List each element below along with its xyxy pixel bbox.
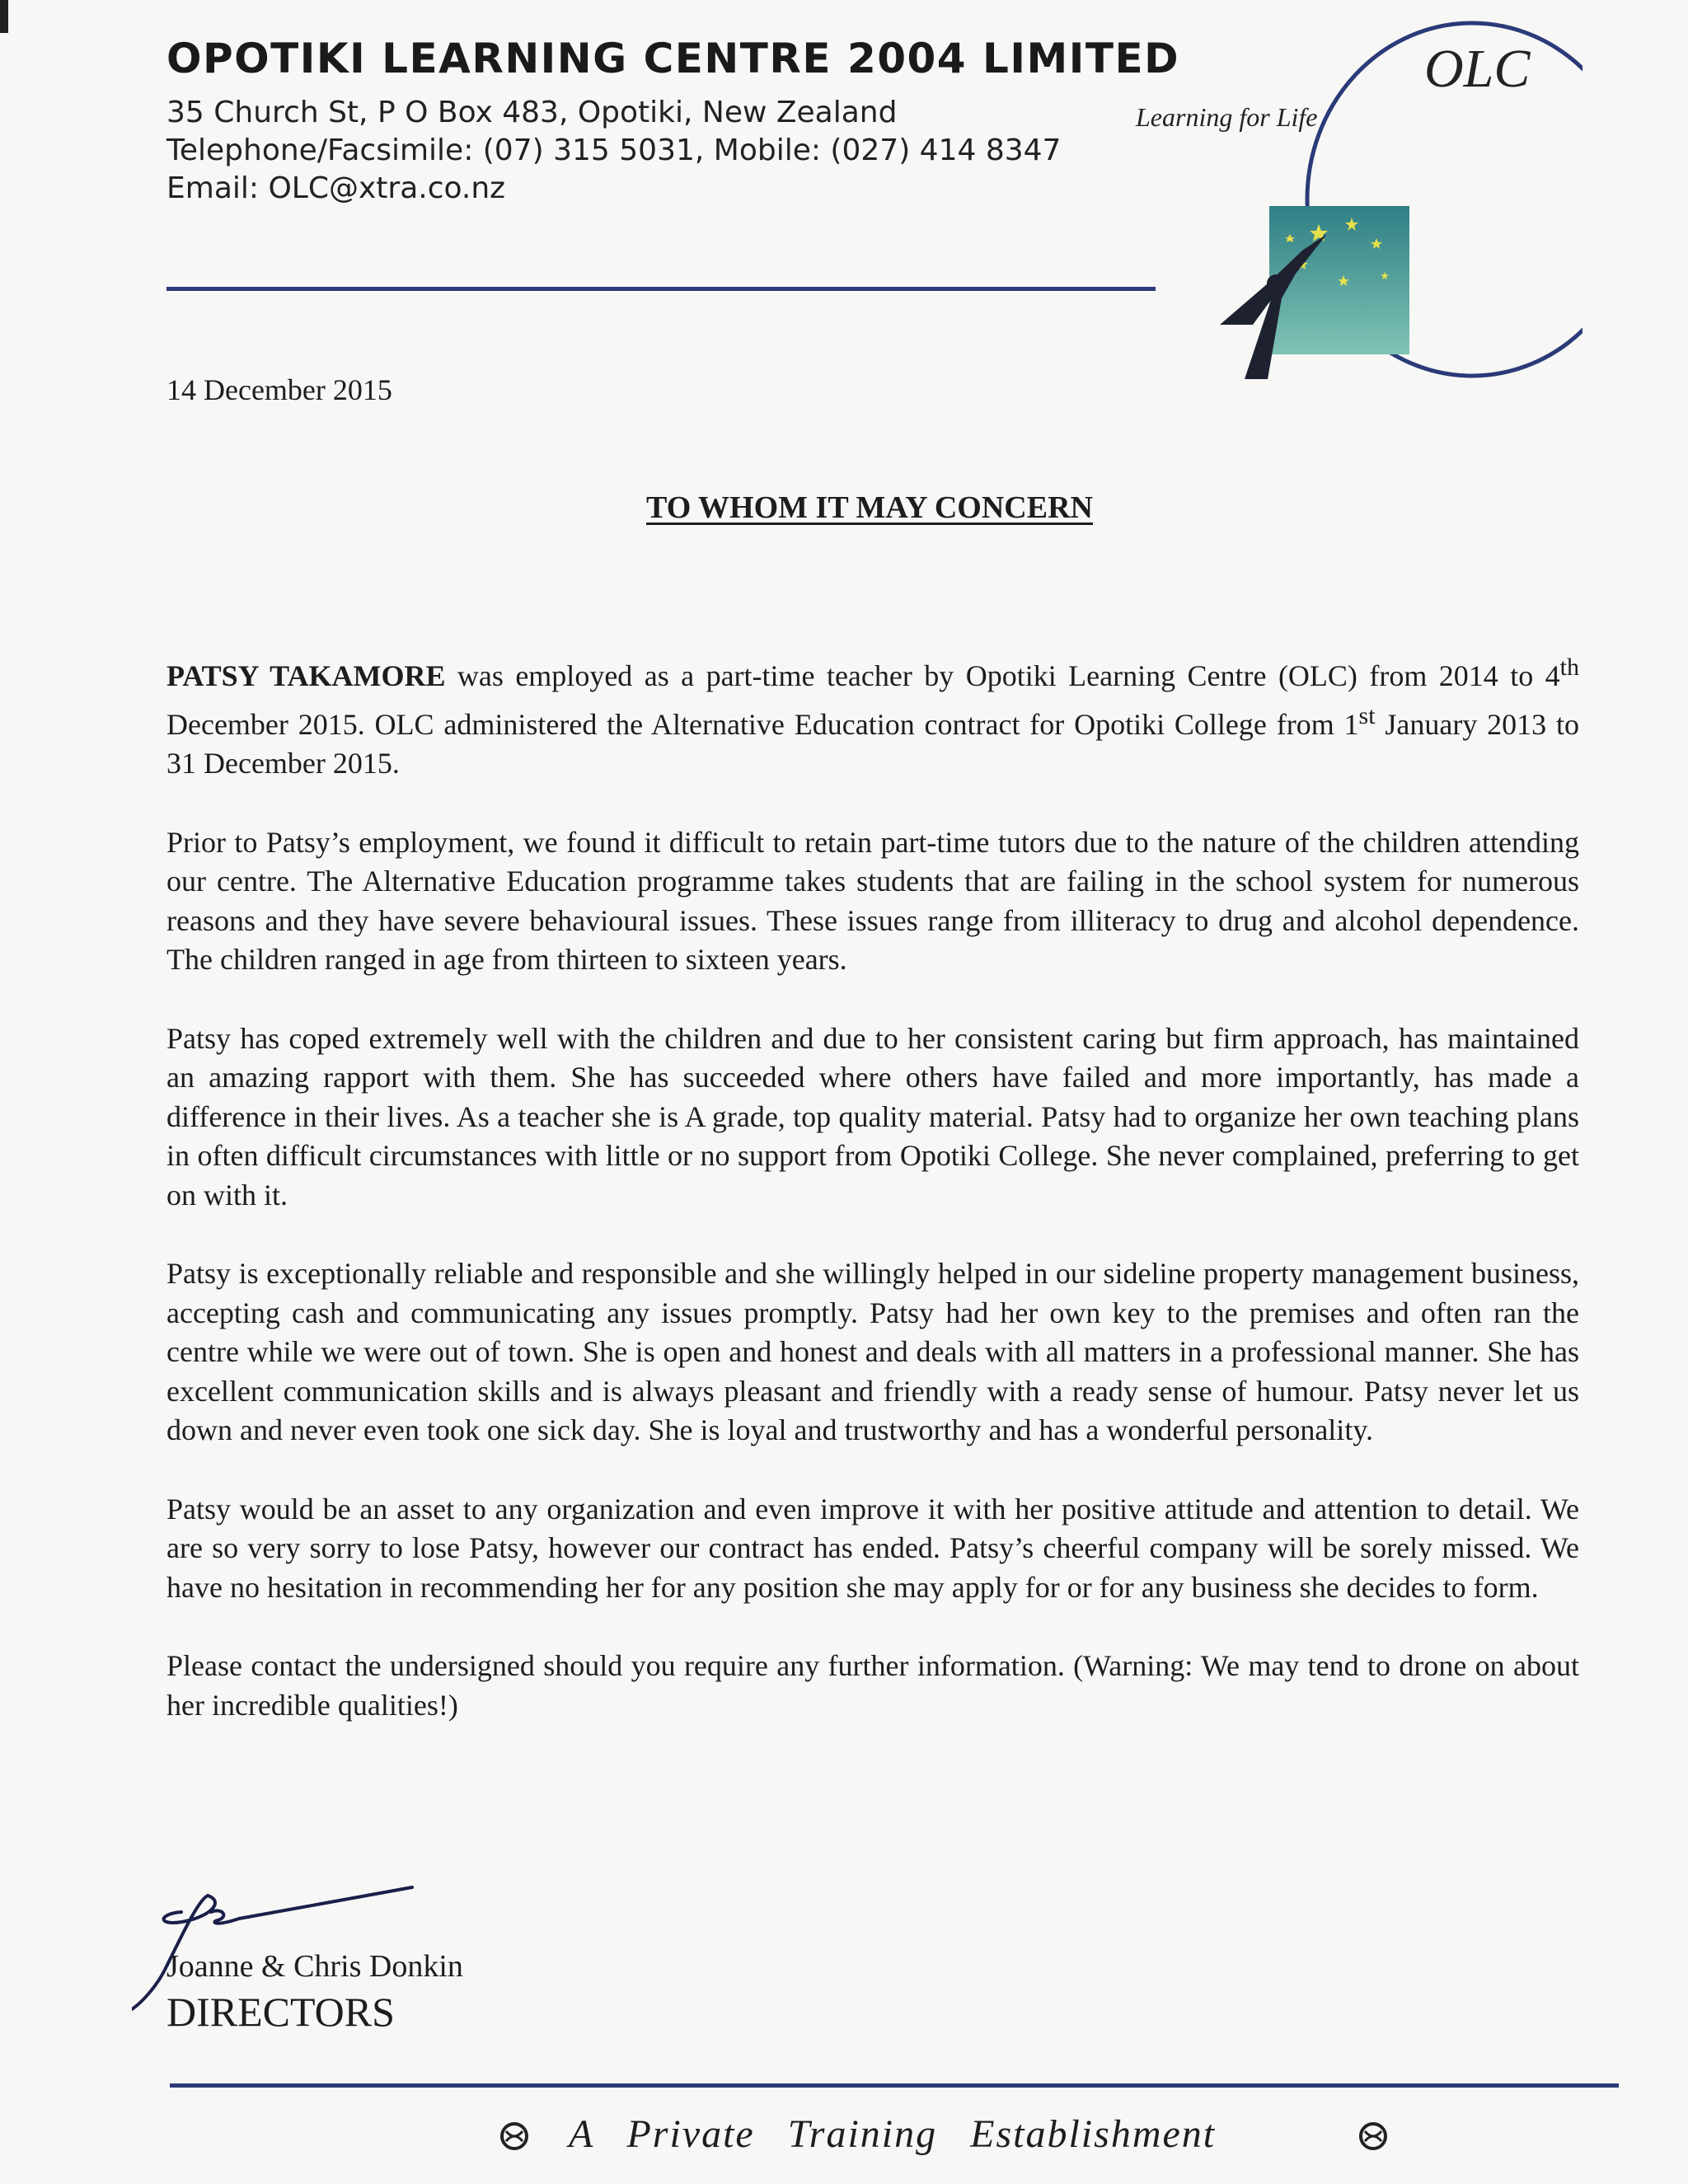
email-line: Email: OLC@xtra.co.nz bbox=[166, 171, 506, 205]
employee-name: PATSY TAKAMORE bbox=[166, 659, 446, 692]
footer-ornament-icon bbox=[1357, 2120, 1390, 2153]
footer-ornament-icon bbox=[498, 2120, 531, 2153]
signatory-title: DIRECTORS bbox=[166, 1989, 395, 2035]
paragraph-1: PATSY TAKAMORE was employed as a part-time teacher by Opotiki Learning Centre (OLC) from 2014 to 4th December 2015. OLC administered the Alternative Education contract for Opotiki College from 1st January 2013 to 31 December 2015. bbox=[166, 654, 1579, 780]
paragraph-6: Please contact the undersigned should you require any further information. (Warning: We may tend to drone on about her incredible qualities!) bbox=[166, 1649, 1579, 1722]
letter-title: TO WHOM IT MAY CONCERN bbox=[646, 490, 1093, 525]
letter-date: 14 December 2015 bbox=[166, 373, 392, 406]
footer-divider bbox=[170, 2083, 1619, 2088]
phone-line: Telephone/Facsimile: (07) 315 5031, Mobile: (027) 414 8347 bbox=[166, 134, 1062, 167]
paragraph-3: Patsy has coped extremely well with the children and due to her consistent caring but firm approach, has maintained an amazing rapport with them. She has succeeded where others have failed and more importantly, has made a difference in their lives. As a teacher she is A grade, top quality material. Patsy had to organize her own teaching plans in often difficult circumstances with little or no support from Opotiki College. She never complained, preferring to get on with it. bbox=[166, 1021, 1579, 1212]
letter-body bbox=[166, 648, 1579, 1765]
paragraph-5: Patsy would be an asset to any organization and even improve it with her positive attitude and attention to detail. We are so very sorry to lose Patsy, however our contract has ended. Patsy’s cheerful company will be sorely missed. We have no hesitation in recommending her for any position she may apply for or for any business she decides to form. bbox=[166, 1492, 1579, 1604]
logo-text: OLC bbox=[1424, 39, 1531, 99]
footer-text: A Private Training Establishment bbox=[569, 2112, 1217, 2156]
organization-name: OPOTIKI LEARNING CENTRE 2004 LIMITED bbox=[166, 35, 1180, 82]
logo-tagline: Learning for Life bbox=[1136, 102, 1318, 132]
signatory-names: Joanne & Chris Donkin bbox=[166, 1949, 463, 1984]
paragraph-2: Prior to Patsy’s employment, we found it difficult to retain part-time tutors due to the nature of the children attending our centre. The Alternative Education programme takes students that are failing in the school system for numerous reasons and they have severe behavioural issues. These issues range from illiteracy to drug and alcohol dependence. The children ranged in age from thirteen to sixteen years. bbox=[166, 825, 1579, 976]
scan-edge bbox=[0, 0, 8, 33]
paragraph-4: Patsy is exceptionally reliable and responsible and she willingly helped in our sideline property management business, accepting cash and communicating any issues promptly. Patsy had her own key to the premises and often ran the centre while we were out of town. She is open and honest and deals with all matters in a professional manner. She has excellent communication skills and is always pleasant and friendly with a ready sense of humour. Patsy never let us down and never even took one sick day. She is loyal and trustworthy and has a wonderful personality. bbox=[166, 1257, 1579, 1446]
address-line: 35 Church St, P O Box 483, Opotiki, New Zealand bbox=[166, 96, 898, 129]
header-divider bbox=[166, 287, 1156, 291]
